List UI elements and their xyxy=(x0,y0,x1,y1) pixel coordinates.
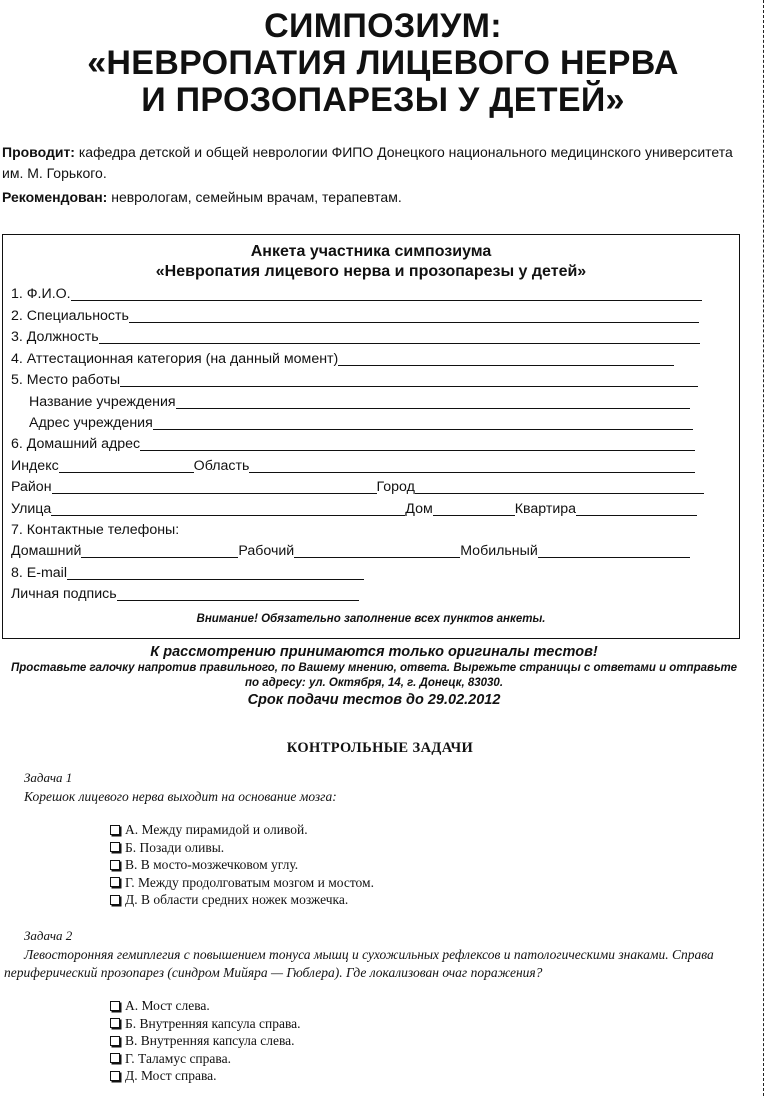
page-title xyxy=(0,8,766,119)
notice-deadline: Срок подачи тестов до 29.02.2012 xyxy=(247,692,501,708)
position-label: 3. Должность xyxy=(11,329,99,345)
home-phone-field[interactable] xyxy=(81,543,238,558)
fio-field[interactable] xyxy=(71,286,702,301)
home-phone-label: Домашний xyxy=(11,543,82,559)
checkbox-icon[interactable] xyxy=(110,1071,120,1081)
phones-row xyxy=(11,521,179,539)
task-2-question: Левосторонняя гемиплегия с повышением тонуса мышц и сухожильных рефлексов и патологическими знаками. Справа периферический прозопарез (синдром Мийяра — Гюблера). Где локализован очаг поражения? xyxy=(4,947,714,980)
position-field[interactable] xyxy=(99,329,700,344)
category-label: 4. Аттестационная категория (на данный момент) xyxy=(11,351,339,367)
conducts-line-2: им. М. Горького. xyxy=(2,165,107,181)
tasks-title: КОНТРОЛЬНЫЕ ЗАДАЧИ xyxy=(286,740,474,756)
email-row xyxy=(11,564,364,582)
workplace-field[interactable] xyxy=(120,372,698,387)
mobile-phone-field[interactable] xyxy=(538,543,690,558)
task-1-option[interactable] xyxy=(110,874,374,892)
institution-name-row xyxy=(11,393,690,411)
home-address-field[interactable] xyxy=(140,436,695,451)
option-text: Г. Таламус справа. xyxy=(125,1050,231,1066)
cut-line xyxy=(763,0,764,1096)
work-phone-label: Рабочий xyxy=(238,543,295,559)
signature-label: Личная подпись xyxy=(11,586,117,602)
notice-line-1: К рассмотрению принимаются только оригиналы тестов! xyxy=(150,644,598,660)
task-2-heading: Задача 2 xyxy=(24,928,73,943)
option-text: А. Между пирамидой и оливой. xyxy=(125,822,308,837)
home-address-label: 6. Домашний адрес xyxy=(11,436,141,452)
checkbox-icon[interactable] xyxy=(110,1036,120,1046)
form-title xyxy=(3,242,739,282)
notice-line-2: Проставьте галочку напротив правильного, по Вашему мнению, ответа. Вырежьте страницы с ответами и отправьте xyxy=(11,662,737,674)
checkbox-icon[interactable] xyxy=(110,895,120,905)
institution-address-label: Адрес учреждения xyxy=(29,415,153,431)
form-title-line-2: «Невропатия лицевого нерва и прозопарезы у детей» xyxy=(155,263,587,280)
control-tasks xyxy=(0,740,766,1083)
phones-label: 7. Контактные телефоны: xyxy=(11,522,180,538)
signature-row xyxy=(11,585,359,603)
district-label: Район xyxy=(11,479,52,495)
institution-name-field[interactable] xyxy=(176,394,690,409)
street-row xyxy=(11,500,697,518)
position-row xyxy=(11,328,700,346)
recommended-text: неврологам, семейным врачам, терапевтам. xyxy=(107,189,402,205)
option-text: Г. Между продолговатым мозгом и мостом. xyxy=(125,874,374,890)
title-line-2: «НЕВРОПАТИЯ ЛИЦЕВОГО НЕРВА xyxy=(87,44,679,82)
index-label: Индекс xyxy=(11,458,59,474)
task-1-heading: Задача 1 xyxy=(24,770,73,785)
option-text: Б. Внутренняя капсула справа. xyxy=(125,1015,301,1031)
workplace-row xyxy=(11,371,698,389)
phone-fields-row xyxy=(11,542,690,560)
index-field[interactable] xyxy=(59,458,194,473)
district-field[interactable] xyxy=(52,479,377,494)
option-text: Б. Позади оливы. xyxy=(125,839,225,855)
submission-notice xyxy=(0,643,748,709)
conducts-label: Проводит: xyxy=(2,144,75,160)
specialty-field[interactable] xyxy=(129,308,699,323)
title-line-1: СИМПОЗИУМ: xyxy=(264,7,502,45)
apartment-label: Квартира xyxy=(514,501,577,517)
task-1-options xyxy=(110,821,374,909)
category-field[interactable] xyxy=(338,351,674,366)
workplace-label: 5. Место работы xyxy=(11,372,121,388)
task-2-option[interactable] xyxy=(110,1050,301,1068)
notice-line-3: по адресу: ул. Октября, 14, г. Донецк, 83030. xyxy=(244,677,504,689)
option-text: В. В мосто-мозжечковом углу. xyxy=(125,857,299,872)
mobile-phone-label: Мобильный xyxy=(460,543,538,559)
house-field[interactable] xyxy=(433,501,515,516)
district-city-row xyxy=(11,478,704,496)
option-text: Д. В области средних ножек мозжечка. xyxy=(125,892,349,907)
city-field[interactable] xyxy=(415,479,704,494)
institution-address-row xyxy=(11,414,693,432)
specialty-row xyxy=(11,307,699,325)
conducts-text: кафедра детской и общей неврологии ФИПО Донецкого национального медицинского университета xyxy=(74,144,733,160)
email-field[interactable] xyxy=(67,565,364,580)
symposium-info xyxy=(2,142,747,208)
task-2-options xyxy=(110,997,301,1085)
house-label: Дом xyxy=(405,501,433,517)
task-1-option[interactable] xyxy=(110,856,374,874)
region-label: Область xyxy=(193,458,250,474)
specialty-label: 2. Специальность xyxy=(11,308,129,324)
participant-form xyxy=(2,234,740,639)
recommended-label: Рекомендован: xyxy=(2,189,108,205)
fio-row xyxy=(11,285,702,303)
task-2-option[interactable] xyxy=(110,1032,301,1050)
email-label: 8. E-mail xyxy=(11,565,67,581)
street-label: Улица xyxy=(11,501,52,517)
task-1-option[interactable] xyxy=(110,891,374,909)
checkbox-icon[interactable] xyxy=(110,1001,120,1011)
checkbox-icon[interactable] xyxy=(110,1018,120,1028)
form-title-line-1: Анкета участника симпозиума xyxy=(250,243,492,260)
index-region-row xyxy=(11,457,695,475)
recommended-line xyxy=(2,187,747,208)
task-2-option[interactable] xyxy=(110,1067,301,1085)
checkbox-icon[interactable] xyxy=(110,860,120,870)
title-line-3: И ПРОЗОПАРЕЗЫ У ДЕТЕЙ» xyxy=(141,81,625,119)
task-1-option[interactable] xyxy=(110,839,374,857)
city-label: Город xyxy=(376,479,415,495)
region-field[interactable] xyxy=(249,458,695,473)
option-text: А. Мост слева. xyxy=(125,998,210,1013)
task-2-option[interactable] xyxy=(110,1015,301,1033)
form-note: Внимание! Обязательно заполнение всех пунктов анкеты. xyxy=(196,613,546,625)
institution-address-field[interactable] xyxy=(153,415,693,430)
checkbox-icon[interactable] xyxy=(110,825,120,835)
checkbox-icon[interactable] xyxy=(110,1053,120,1063)
home-address-row xyxy=(11,435,695,453)
task-2-option[interactable] xyxy=(110,997,301,1015)
signature-field[interactable] xyxy=(117,586,359,601)
street-field[interactable] xyxy=(51,501,405,516)
apartment-field[interactable] xyxy=(576,501,697,516)
conducts-line xyxy=(2,142,747,163)
option-text: Д. Мост справа. xyxy=(125,1068,217,1083)
task-1-option[interactable] xyxy=(110,821,374,839)
task-1-question: Корешок лицевого нерва выходит на основание мозга: xyxy=(24,789,337,804)
work-phone-field[interactable] xyxy=(294,543,460,558)
checkbox-icon[interactable] xyxy=(110,877,120,887)
checkbox-icon[interactable] xyxy=(110,842,120,852)
option-text: В. Внутренняя капсула слева. xyxy=(125,1033,295,1048)
institution-name-label: Название учреждения xyxy=(29,394,176,410)
fio-label: 1. Ф.И.О. xyxy=(11,286,71,302)
category-row xyxy=(11,350,674,368)
